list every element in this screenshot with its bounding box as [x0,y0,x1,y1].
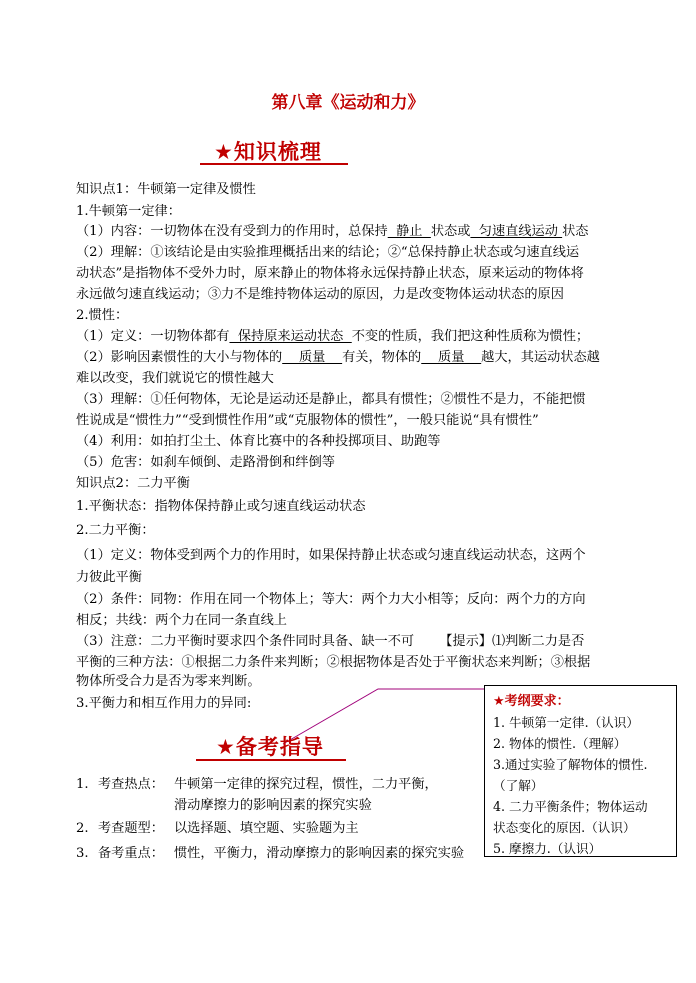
item-balance-definition: （1）定义：物体受到两个力的作用时，如果保持静止状态或匀速直线运动状态，这两个 [76,548,586,563]
text-line: 物体所受合力是否为零来判断。 [76,674,261,689]
guide-key: 备考重点： [98,846,164,861]
guide-text: 惯性，平衡力，滑动摩擦力的影响因素的探究实验 [174,846,465,861]
text: 越大，其运动状态越 [481,350,600,365]
item-inertia: 2.惯性： [76,308,129,323]
syllabus-item: 5. 摩擦力.（认识） [493,841,602,856]
text: 状态或 [430,224,471,239]
text: （2）影响因素惯性的大小与物体的 [76,350,283,365]
section-heading-guide [216,731,324,761]
item-harm: （5）危害：如刹车倾倒、走路滑倒和绊倒等 [76,455,335,470]
text: 不变的性质，我们把这种性质称为惯性； [351,329,590,344]
fill-blank: 静止 [387,224,431,239]
text: 状态 [562,224,589,239]
text-line: 难以改变，我们就说它的惯性越大 [76,371,274,386]
text-line: 平衡的三种方法：①根据二力条件来判断；②根据物体是否处于平衡状态来判断；③根据 [76,655,591,670]
fill-blank: 质量 [421,350,482,365]
guide-num: 1. [76,777,89,792]
item-equilibrium-state: 1.平衡状态：指物体保持静止或匀速直线运动状态 [76,499,366,514]
syllabus-item: 1. 牛顿第一定律.（认识） [493,715,639,730]
page-title: 第八章《运动和力》 [271,93,425,113]
fill-blank: 质量 [282,350,343,365]
guide-item-key-points [76,845,464,863]
guide-num: 3. [76,846,89,861]
text: （1）内容：一切物体在没有受到力的作用时，总保持 [76,224,388,239]
guide-text: 牛顿第一定律的探究过程，惯性，二力平衡， [174,777,438,792]
text: 有关，物体的 [342,350,422,365]
fill-blank: 匀速直线运动 [470,224,563,239]
syllabus-item: 3.通过实验了解物体的惯性. [493,757,648,772]
fill-blank: 保持原来运动状态 [229,329,352,344]
item-understanding-inertia: （3）理解：①任何物体，无论是运动还是静止，都具有惯性；②惯性不是力，不能把惯 [76,392,586,407]
item-balance-vs-interaction: 3.平衡力和相互作用力的异同: [76,696,252,711]
syllabus-requirements-box [484,685,677,857]
syllabus-item: （了解） [493,778,544,793]
item-newton-first-law: 1.牛顿第一定律： [76,204,181,219]
text-line: 动状态”是指物体不受外力时，原来静止的物体将永远保持静止状态，原来运动的物体将 [76,266,584,281]
syllabus-heading: ★考纲要求： [493,694,570,709]
heading-underline [196,759,346,761]
text: （1）定义：一切物体都有 [76,329,230,344]
guide-key: 考查热点： [98,777,164,792]
guide-text: 以选择题、填空题、实验题为主 [174,821,359,836]
text-line: 相反；共线：两个力在同一条直线上 [76,613,287,628]
text-line: 力彼此平衡 [76,570,142,585]
syllabus-item: 状态变化的原因.（认识） [493,820,636,835]
star-icon: ★ [216,735,236,759]
guide-item-hotspots-cont: 滑动摩擦力的影响因素的探究实验 [174,798,372,813]
syllabus-item: 4. 二力平衡条件；物体运动 [493,799,648,814]
star-icon: ★ [214,140,234,164]
item-two-force-balance: 2.二力平衡： [76,523,155,538]
knowledge-point-2: 知识点2：二力平衡 [76,476,190,491]
section-heading-label: 备考指导 [235,735,324,759]
guide-item-hotspots [76,776,438,794]
text-line: 永远做匀速直线运动；③力不是维持物体运动的原因，力是改变物体运动状态的原因 [76,287,564,302]
section-heading-label: 知识梳理 [233,140,322,164]
syllabus-item: 2. 物体的惯性.（理解） [493,736,627,751]
item-usage: （4）利用：如拍打尘土、体育比赛中的各种投掷项目、助跑等 [76,434,441,449]
guide-item-question-types [76,820,359,838]
knowledge-point-1: 知识点1：牛顿第一定律及惯性 [76,182,256,197]
item-understanding: （2）理解：①该结论是由实验推理概括出来的结论；②“总保持静止状态或匀速直线运 [76,245,580,260]
guide-key: 考查题型： [98,821,164,836]
item-balance-conditions: （2）条件：同物：作用在同一个物体上；等大：两个力大小相等；反向：两个力的方向 [76,592,586,607]
item-balance-notes: （3）注意：二力平衡时要求四个条件同时具备、缺一不可 【提示】⑴判断二力是否 [76,634,585,649]
guide-num: 2. [76,821,89,836]
text-line: 性说成是“惯性力”“受到惯性作用”或“克服物体的惯性”，一般只能说“具有惯性” [76,413,539,428]
